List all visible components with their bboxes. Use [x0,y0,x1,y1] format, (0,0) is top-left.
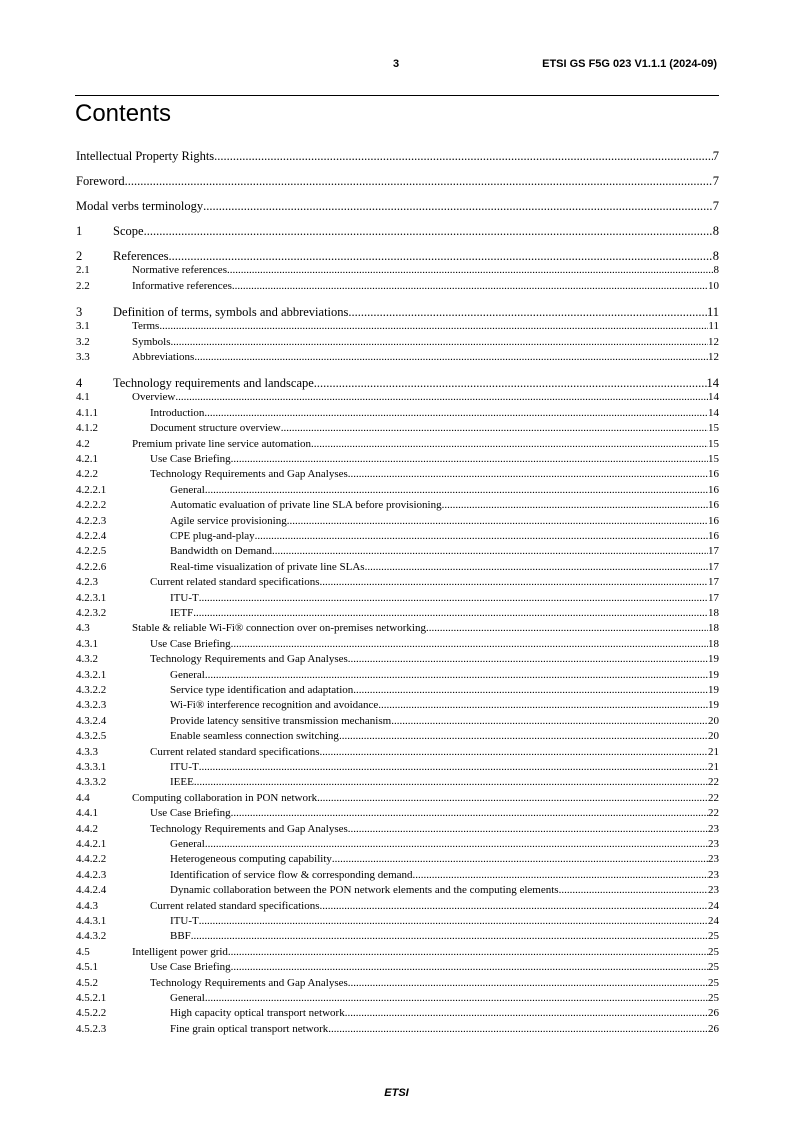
toc-entry-number: 4.3.2.4 [76,714,107,727]
toc-entry-page: 8 [712,224,719,238]
toc-entry-page: 16 [708,499,719,512]
toc-entry[interactable] [76,761,719,775]
dot-leader [194,351,708,363]
toc-entry-number: 4.5.2.1 [76,992,107,1004]
dot-leader [191,930,708,942]
toc-entry[interactable] [76,992,719,1006]
toc-entry[interactable] [76,561,719,575]
toc-entry-title: Use Case Briefing [150,807,231,820]
toc-entry-title: References [113,249,169,263]
dot-leader [199,915,708,927]
toc-entry-page: 21 [708,761,719,773]
toc-entry-number: 4.4.2.4 [76,884,107,897]
dot-leader [255,530,708,542]
toc-entry-title: Provide latency sensitive transmission mechanism [170,714,392,727]
toc-entry-title: General [170,838,205,850]
toc-entry-page: 17 [708,560,719,573]
dot-leader [144,224,713,239]
toc-entry[interactable] [76,807,719,821]
toc-entry[interactable] [76,499,719,513]
toc-entry-title: Current related standard specifications [150,899,320,912]
dot-leader [205,484,708,496]
toc-entry-number: 4.4.3.1 [76,915,107,927]
dot-leader [199,592,708,604]
dot-leader [205,838,708,850]
toc-entry-page: 8 [712,249,719,263]
toc-entry-page: 20 [708,714,719,727]
toc-entry-number: 4.2.1 [76,453,98,465]
toc-entry-page: 23 [708,838,719,850]
toc-entry-title: Document structure overview [150,422,281,435]
dot-leader [332,853,708,865]
toc-entry-title: Current related standard specifications [150,576,320,589]
toc-entry-page: 24 [708,915,719,927]
toc-entry-title: Fine grain optical transport network [170,1022,329,1035]
toc-entry-number: 2.2 [76,279,90,292]
toc-entry[interactable] [76,622,719,636]
toc-entry-number: 4.2.2.6 [76,560,107,573]
toc-entry-number: 4.4.2 [76,822,98,835]
toc-entry[interactable] [76,249,719,265]
toc-entry-page: 10 [708,279,719,292]
toc-entry[interactable] [76,853,719,867]
toc-entry-title: Introduction [150,406,205,419]
toc-entry-number: 4.3.2.1 [76,668,107,681]
toc-entry-page: 25 [708,945,719,958]
toc-entry-number: 4.5.1 [76,961,98,974]
toc-entry-page: 18 [708,622,719,635]
toc-entry[interactable] [76,391,719,405]
dot-leader [231,453,708,465]
dot-leader [391,715,708,727]
dot-leader [125,174,713,189]
toc-entry-title: Use Case Briefing [150,637,231,650]
dot-leader [194,776,708,788]
toc-entry[interactable] [76,336,719,350]
toc-entry-page: 26 [708,1007,719,1020]
toc-entry-number: 4.2 [76,437,90,450]
dot-leader [159,320,708,332]
toc-entry-page: 23 [708,868,719,881]
toc-entry-page: 12 [708,351,719,363]
toc-entry[interactable] [76,869,719,883]
toc-entry-number: 4.3.2 [76,653,98,666]
toc-entry[interactable] [76,422,719,436]
dot-leader [311,438,708,450]
toc-entry-number: 4.3.2.3 [76,699,107,712]
toc-entry[interactable] [76,730,719,744]
toc-entry-number: 2 [76,249,83,263]
toc-entry[interactable] [76,438,719,452]
dot-leader [231,807,708,819]
toc-entry[interactable] [76,468,719,482]
toc-entry-page: 25 [708,992,719,1004]
dot-leader [559,884,708,896]
toc-entry-number: 3 [76,304,83,319]
dot-leader [231,638,708,650]
toc-entry-page: 19 [708,699,719,712]
toc-entry-number: 3.1 [76,320,90,333]
toc-entry[interactable] [76,174,719,190]
toc-entry[interactable] [76,746,719,760]
toc-entry-number: 1 [76,224,83,238]
toc-entry-title: General [170,992,205,1004]
toc-entry-number: 4.4.3.2 [76,930,107,943]
toc-entry-title: Wi-Fi® interference recognition and avoidance [170,699,379,712]
dot-leader [413,869,708,881]
toc-entry[interactable] [76,915,719,929]
toc-entry-title: Heterogeneous computing capability [170,853,332,866]
dot-leader [205,992,708,1004]
toc-entry-title: High capacity optical transport network [170,1007,345,1020]
toc-entry-page: 18 [708,607,719,619]
toc-entry-page: 15 [708,437,719,450]
toc-entry-number: 4.5.2 [76,976,98,989]
toc-entry[interactable] [76,900,719,914]
toc-entry-number: 2.1 [76,264,90,277]
toc-entry[interactable] [76,320,719,334]
toc-entry-page: 11 [706,304,719,319]
toc-entry[interactable] [76,792,719,806]
toc-entry-page: 20 [708,730,719,743]
toc-entry-page: 19 [708,684,719,696]
toc-entry-title: Use Case Briefing [150,961,231,974]
toc-entry-number: 4.2.2.4 [76,530,107,542]
dot-leader [169,249,713,264]
toc-entry-number: 4.3.3.1 [76,761,107,773]
toc-entry-number: 4.3.3.2 [76,776,107,789]
toc-entry[interactable] [76,484,719,498]
toc-entry-number: 4.4.1 [76,807,98,820]
toc-entry-page: 14 [706,376,719,390]
toc-entry[interactable] [76,961,719,975]
toc-entry[interactable] [76,351,719,365]
toc-entry-page: 7 [712,174,719,188]
toc-entry[interactable] [76,1023,719,1037]
toc-entry-page: 25 [708,976,719,989]
toc-entry-number: 4.2.3.2 [76,607,107,619]
toc-entry[interactable] [76,776,719,790]
toc-entry[interactable] [76,684,719,698]
dot-leader [320,576,708,588]
toc-entry-page: 17 [708,576,719,589]
toc-entry[interactable] [76,224,719,240]
dot-leader [227,264,714,276]
toc-entry[interactable] [76,669,719,683]
toc-entry-number: 4.4.2.3 [76,868,107,881]
dot-leader [314,376,707,391]
toc-entry-title: Real-time visualization of private line SLAs [170,560,365,573]
dot-leader [203,199,713,214]
toc-entry-page: 16 [708,468,719,481]
toc-entry[interactable] [76,699,719,713]
toc-entry-number: 4.2.2.3 [76,514,107,527]
dot-leader [205,669,708,681]
toc-entry-page: 22 [708,791,719,804]
toc-entry-number: 4.1.2 [76,422,98,435]
toc-entry[interactable] [76,407,719,421]
toc-entry[interactable] [76,264,719,278]
page-number: 3 [393,58,400,70]
toc-entry-title: Normative references [132,264,227,277]
toc-entry-page: 16 [708,530,719,542]
dot-leader [199,761,708,773]
header-rule [75,95,719,96]
page-title: Contents [75,100,172,127]
toc-entry-page: 7 [712,149,719,163]
toc-entry-title: Technology requirements and landscape [113,376,314,390]
toc-entry-number: 4.4.2.1 [76,838,107,850]
toc-entry-title: Automatic evaluation of private line SLA before provisioning [170,499,442,512]
toc-entry-title: Terms [132,320,160,333]
dot-leader [345,1007,708,1019]
toc-entry[interactable] [76,592,719,606]
toc-entry-page: 23 [708,884,719,897]
dot-leader [231,961,708,973]
dot-leader [348,977,708,989]
dot-leader [348,468,708,480]
dot-leader [287,515,708,527]
toc-entry-page: 11 [708,320,719,333]
toc-entry-title: Technology Requirements and Gap Analyses [150,976,348,989]
toc-entry[interactable] [76,376,719,392]
toc-entry[interactable] [76,515,719,529]
toc-entry-title: Definition of terms, symbols and abbreviations [113,304,349,319]
dot-leader [365,561,708,573]
toc-entry[interactable] [76,930,719,944]
toc-entry-page: 22 [708,807,719,820]
toc-entry-title: Modal verbs terminology [76,199,204,213]
toc-entry-title: ITU-T [170,761,199,773]
toc-entry-title: Use Case Briefing [150,453,231,465]
toc-entry-title: Intelligent power grid [132,945,228,958]
dot-leader [442,499,708,511]
toc-entry-number: 4.3.2.2 [76,684,107,696]
toc-entry-number: 4.2.2 [76,468,98,481]
toc-entry[interactable] [76,305,719,321]
toc-entry-page: 25 [708,961,719,974]
toc-entry-title: General [170,668,205,681]
dot-leader [348,305,707,320]
toc-entry-number: 4.3 [76,622,90,635]
toc-entry-title: Bandwidth on Demand [170,545,273,558]
toc-entry[interactable] [76,1007,719,1021]
toc-entry-number: 4.5.2.3 [76,1022,107,1035]
toc-entry-number: 4.2.2.2 [76,499,107,512]
toc-entry-title: ITU-T [170,591,199,604]
toc-entry-page: 7 [712,199,719,213]
toc-entry-title: IETF [170,607,194,619]
toc-entry-title: Identification of service flow & corresponding demand [170,868,413,881]
toc-entry-number: 4.2.2.1 [76,483,107,496]
toc-entry[interactable] [76,946,719,960]
footer-etsi: ETSI [384,1087,409,1099]
dot-leader [228,946,708,958]
toc-entry-page: 14 [708,406,719,419]
toc-entry-number: 3.3 [76,351,90,363]
toc-entry-page: 15 [708,422,719,435]
dot-leader [348,823,708,835]
dot-leader [426,622,708,634]
dot-leader [204,407,708,419]
toc-entry[interactable] [76,977,719,991]
toc-entry-title: Informative references [132,279,232,292]
toc-entry[interactable] [76,280,719,294]
toc-entry[interactable] [76,453,719,467]
toc-entry-page: 21 [708,745,719,758]
toc-entry-page: 15 [708,453,719,465]
toc-entry-number: 4.4.2.2 [76,853,107,866]
dot-leader [339,730,708,742]
toc-entry[interactable] [76,530,719,544]
dot-leader [317,792,708,804]
toc-entry-title: Symbols [132,335,171,348]
dot-leader [348,653,708,665]
toc-entry-page: 17 [708,545,719,558]
toc-entry-title: IEEE [170,776,194,789]
toc-entry-page: 16 [708,514,719,527]
toc-entry-number: 4.3.1 [76,637,98,650]
toc-entry-number: 4.1 [76,391,90,404]
toc-entry-number: 4.2.3 [76,576,98,589]
toc-entry[interactable] [76,715,719,729]
toc-entry[interactable] [76,838,719,852]
toc-entry-number: 4.5.2.2 [76,1007,107,1020]
toc-entry-title: CPE plug-and-play [170,530,255,542]
dot-leader [175,391,708,403]
toc-entry-number: 4 [76,376,83,390]
toc-entry-page: 22 [708,776,719,789]
dot-leader [193,607,708,619]
toc-entry-title: Premium private line service automation [132,437,312,450]
toc-entry-page: 14 [708,391,719,404]
toc-entry-title: ITU-T [170,915,199,927]
toc-entry-title: General [170,483,205,496]
toc-entry-title: Foreword [76,174,125,188]
dot-leader [378,699,708,711]
dot-leader [320,900,708,912]
toc-entry-number: 4.2.2.5 [76,545,107,558]
dot-leader [353,684,708,696]
toc-entry-title: Enable seamless connection switching [170,730,339,743]
toc-entry-page: 17 [708,591,719,604]
toc-entry-title: Technology Requirements and Gap Analyses [150,468,348,481]
toc-entry[interactable] [76,149,719,165]
toc-entry-page: 24 [708,899,719,912]
toc-entry-title: Agile service provisioning [170,514,287,527]
toc-entry-number: 4.4 [76,791,90,804]
toc-entry-number: 4.4.3 [76,899,98,912]
toc-entry[interactable] [76,823,719,837]
toc-entry-title: Dynamic collaboration between the PON network elements and the computing elements [170,884,559,897]
toc-entry[interactable] [76,545,719,559]
toc-entry-page: 16 [708,483,719,496]
toc-entry-title: Current related standard specifications [150,745,320,758]
dot-leader [320,746,708,758]
toc-entry[interactable] [76,638,719,652]
dot-leader [171,336,708,348]
toc-entry-title: Technology Requirements and Gap Analyses [150,822,348,835]
toc-entry-page: 19 [708,653,719,666]
toc-entry-title: BBF [170,930,191,943]
toc-entry-number: 4.5 [76,945,90,958]
toc-entry-title: Abbreviations [132,351,195,363]
toc-entry-page: 12 [708,335,719,348]
toc-entry[interactable] [76,607,719,621]
toc-entry[interactable] [76,576,719,590]
toc-entry-number: 4.1.1 [76,406,98,419]
toc-entry-page: 18 [708,637,719,650]
toc-entry-title: Overview [132,391,176,404]
dot-leader [281,422,708,434]
toc-entry-title: Scope [113,224,144,238]
toc-entry[interactable] [76,653,719,667]
toc-entry-number: 3.2 [76,335,90,348]
toc-entry-number: 4.3.3 [76,745,98,758]
toc-entry-page: 8 [713,264,719,277]
toc-entry-title: Computing collaboration in PON network [132,791,318,804]
toc-entry-title: Intellectual Property Rights [76,149,215,163]
toc-entry-number: 4.3.2.5 [76,730,107,743]
toc-entry-page: 25 [708,930,719,943]
toc-entry-number: 4.2.3.1 [76,591,107,604]
toc-entry-title: Service type identification and adaptation [170,684,354,696]
dot-leader [232,280,708,292]
toc-entry-page: 26 [708,1022,719,1035]
toc-entry[interactable] [76,199,719,215]
toc-entry-title: Stable & reliable Wi-Fi® connection over on-premises networking [132,622,426,635]
document-id: ETSI GS F5G 023 V1.1.1 (2024-09) [542,58,717,70]
toc-entry-title: Technology Requirements and Gap Analyses [150,653,348,666]
toc-entry-page: 19 [708,668,719,681]
toc-entry-page: 23 [708,822,719,835]
toc-entry-page: 23 [708,853,719,866]
dot-leader [328,1023,708,1035]
dot-leader [272,545,708,557]
dot-leader [214,149,713,164]
toc-entry[interactable] [76,884,719,898]
